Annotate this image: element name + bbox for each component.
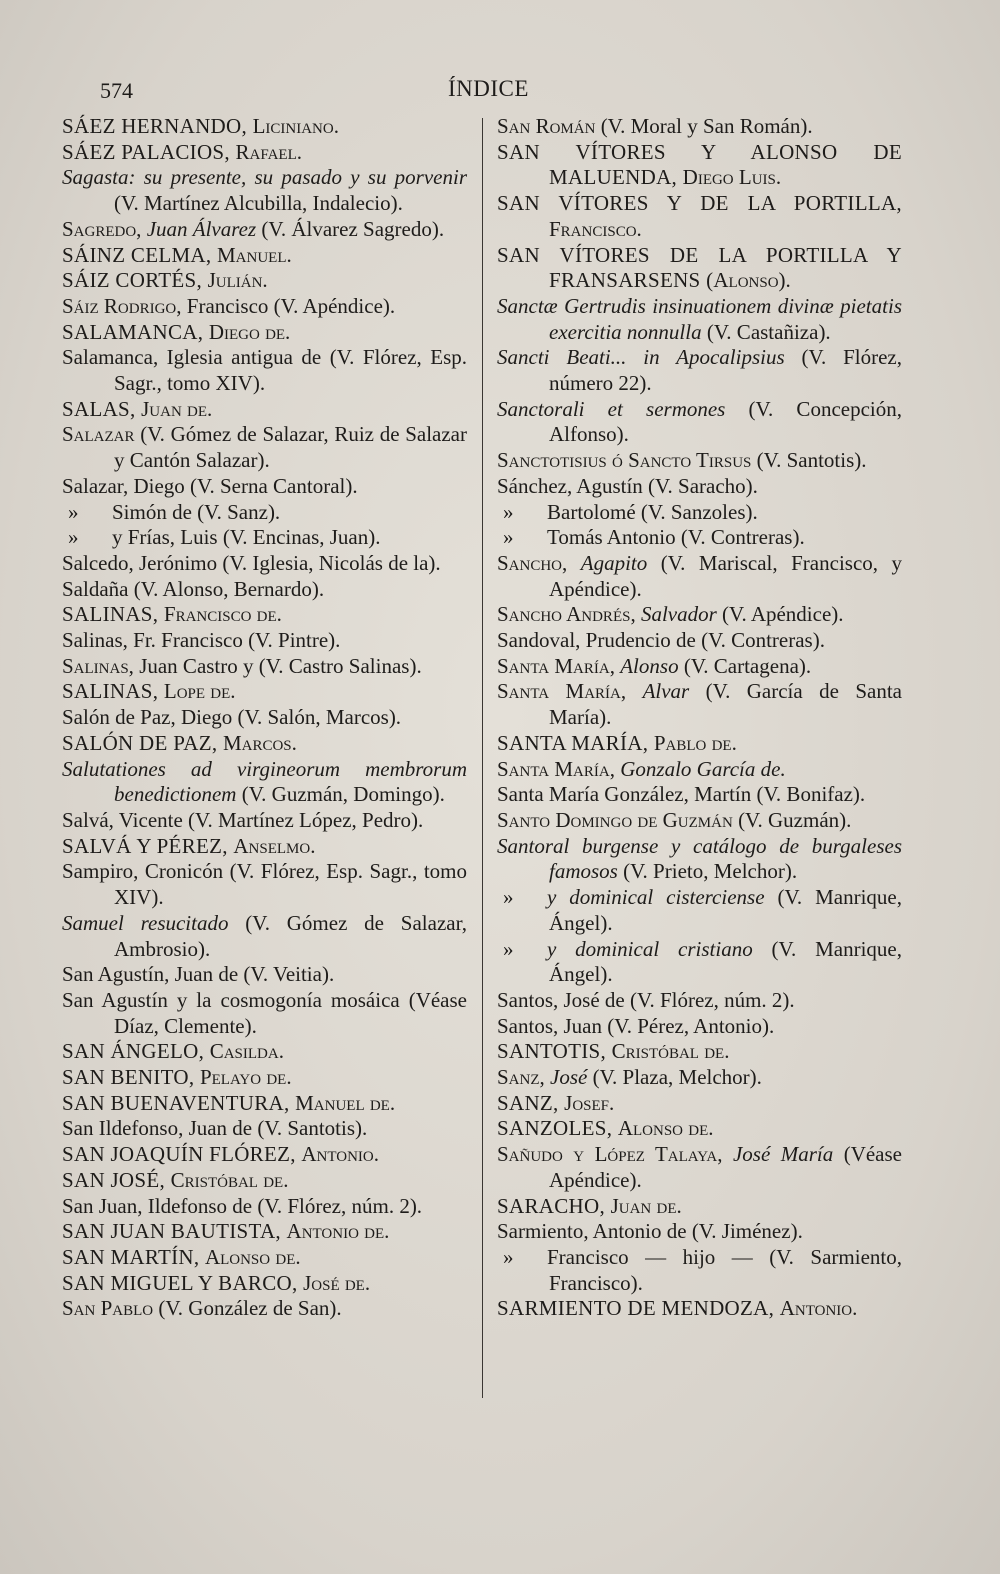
entry-text: (V. Manrique, Ángel). [549, 885, 902, 935]
entry-text: José María [732, 1142, 834, 1167]
index-entry [62, 654, 467, 680]
entry-text: SAN VÍTORES Y DE LA PORTILLA, [497, 191, 902, 216]
entry-text: SAN VÍTORES DE LA PORTILLA Y FRANSARSENS ( [497, 242, 902, 293]
index-entry [62, 731, 467, 757]
index-entry [62, 140, 467, 166]
entry-text: Santa María, [497, 653, 621, 678]
index-entry [62, 679, 467, 705]
index-entry [62, 705, 467, 731]
entry-text: SÁIZ CORTÉS, [62, 268, 208, 293]
entry-text: Gonzalo García de. [620, 756, 786, 781]
entry-text: Sagredo, [62, 216, 147, 241]
index-entry [497, 397, 902, 448]
entry-text: San Agustín, Juan de (V. Veitia). [62, 962, 335, 987]
ditto-mark: » [503, 499, 514, 524]
entry-text: Pelayo de. [199, 1065, 292, 1090]
entry-text: Sampiro, Cronicón (V. Flórez, Esp. Sagr., tomo XIV). [62, 859, 467, 910]
entry-text: Salcedo, Jerónimo (V. Iglesia, Nicolás de la). [62, 550, 441, 575]
entry-text: SÁINZ CELMA, [62, 242, 217, 267]
index-entry [497, 628, 902, 654]
entry-text: y dominical cristiano [547, 936, 753, 961]
entry-text: Bartolomé (V. Sanzoles). [547, 499, 758, 524]
index-entry [497, 885, 902, 936]
entry-text: Salazar, Diego (V. Serna Cantoral). [62, 473, 358, 498]
entry-text: (V. González de San). [153, 1296, 342, 1321]
entry-text: SALINAS, [62, 679, 164, 704]
index-entry [62, 268, 467, 294]
entry-text: Juan de. [610, 1193, 682, 1218]
entry-text: Sancti Beati... in Apocalipsius [497, 345, 785, 370]
index-entry [497, 834, 902, 885]
index-entry [62, 962, 467, 988]
ditto-mark: » [503, 885, 514, 910]
index-entry [62, 1296, 467, 1322]
entry-text: SAN MARTÍN, [62, 1244, 205, 1269]
entry-text: Santa María, [497, 679, 643, 704]
entry-text: Antonio de. [286, 1219, 390, 1244]
entry-text: (V. Martínez Alcubilla, Indalecio). [114, 191, 403, 216]
entry-text: Tomás Antonio (V. Contreras). [547, 525, 805, 550]
entry-text: Anselmo. [233, 833, 316, 858]
entry-text: Salinas, Fr. Francisco (V. Pintre). [62, 628, 341, 653]
index-entry [62, 294, 467, 320]
index-entry [497, 937, 902, 988]
entry-text: SAN BENITO, [62, 1065, 200, 1090]
index-entry [497, 1065, 902, 1091]
index-entry [497, 345, 902, 396]
index-entry [62, 911, 467, 962]
entry-text: San Juan, Ildefonso de (V. Flórez, núm. 2). [62, 1193, 423, 1218]
entry-text: Manuel de. [295, 1090, 396, 1115]
entry-text: SARACHO, [497, 1193, 611, 1218]
index-entry [497, 500, 902, 526]
entry-text: Julián. [207, 268, 268, 293]
entry-text: SANTA MARÍA, [497, 730, 654, 755]
index-entry [62, 525, 467, 551]
entry-text: San Agustín y la cosmogonía mosáica (Véase Díaz, Clemente). [62, 987, 467, 1038]
entry-text: Francisco (V. Apéndice). [186, 293, 396, 318]
entry-text: Marcos. [222, 730, 297, 755]
entry-text: Sancho Andrés, [497, 602, 641, 627]
entry-text: (V. Concepción, Alfonso). [549, 396, 902, 447]
entry-text: Salinas, [62, 653, 140, 678]
index-entry [497, 1194, 902, 1220]
index-entry [62, 1168, 467, 1194]
index-entry [497, 448, 902, 474]
entry-text: Simón de (V. Sanz). [112, 499, 281, 524]
entry-text: (V. Gómez de Salazar, Ambrosio). [114, 910, 467, 961]
index-entry [62, 577, 467, 603]
entry-text: SAN VÍTORES Y ALONSO DE MALUENDA, [497, 139, 902, 190]
entry-text: ). [778, 268, 791, 293]
index-entry [62, 551, 467, 577]
index-entry [62, 1219, 467, 1245]
index-entry [497, 1296, 902, 1322]
ditto-mark: » [68, 499, 79, 524]
entry-text: Sarmiento, Antonio de (V. Jiménez). [497, 1219, 803, 1244]
entry-text: (V. Flórez, número 22). [549, 345, 902, 396]
entry-text: Agapito [580, 550, 648, 575]
entry-text: Salón de Paz, Diego (V. Salón, Marcos). [62, 705, 402, 730]
entry-text: San Pablo [62, 1296, 154, 1321]
index-entry [62, 397, 467, 423]
index-entry [62, 834, 467, 860]
entry-text: y Frías, Luis (V. Encinas, Juan). [112, 525, 381, 550]
entry-text: Diego de. [208, 319, 291, 344]
entry-text: Josef. [564, 1090, 615, 1115]
index-entry [62, 988, 467, 1039]
entry-text: Sáiz Rodrigo, [62, 293, 187, 318]
index-entry [62, 1142, 467, 1168]
entry-text: (V. Gómez de Salazar, Ruiz de Salazar y Cantón Salazar). [114, 422, 467, 473]
index-entry [497, 191, 902, 242]
entry-text: (V. Castañiza). [701, 319, 831, 344]
entry-text: Salutationes ad virgineorum membrorum benedictionem [62, 756, 467, 807]
entry-text: Salamanca, Iglesia antigua de (V. Flórez, Esp. Sagr., tomo XIV). [62, 345, 467, 396]
index-entry [62, 1039, 467, 1065]
index-entry [62, 1065, 467, 1091]
index-entry [62, 1271, 467, 1297]
entry-text: SANTOTIS, [497, 1039, 612, 1064]
entry-text: Sanctotisius ó Sancto Tirsus [497, 448, 752, 473]
index-entry [497, 1219, 902, 1245]
entry-text: Santoral burgense y catálogo de burgaleses famosos [497, 833, 902, 884]
entry-text: Pablo de. [653, 730, 737, 755]
entry-text: José de. [303, 1270, 371, 1295]
index-entry [62, 320, 467, 346]
entry-text: Salvá, Vicente (V. Martínez López, Pedro). [62, 807, 424, 832]
entry-text: Alonso [620, 653, 679, 678]
entry-text: Alonso de. [204, 1244, 301, 1269]
column-divider [482, 118, 483, 1398]
index-entry [62, 628, 467, 654]
entry-text: Lope de. [163, 679, 236, 704]
entry-text: SALVÁ Y PÉREZ, [62, 833, 234, 858]
entry-text: Salvador [640, 602, 717, 627]
entry-text: (V. Prieto, Melchor). [617, 859, 798, 884]
index-entry [62, 1194, 467, 1220]
entry-text: SALÓN DE PAZ, [62, 730, 223, 755]
entry-text: Sancho, [497, 550, 581, 575]
entry-text: Rafael. [235, 139, 302, 164]
index-entry [497, 243, 902, 294]
entry-text: Diego Luis. [682, 165, 782, 190]
entry-text: Samuel resucitado [62, 910, 229, 935]
index-entry [62, 602, 467, 628]
entry-text: SANZ, [497, 1090, 565, 1115]
index-entry [62, 1091, 467, 1117]
entry-text: Francisco de. [163, 602, 282, 627]
index-entry [62, 474, 467, 500]
index-entry [62, 243, 467, 269]
entry-text: (V. García de Santa María). [549, 679, 902, 730]
entry-text: Santa María González, Martín (V. Bonifaz). [497, 782, 866, 807]
entry-text: SAN MIGUEL Y BARCO, [62, 1270, 304, 1295]
entry-text: SAN JOAQUÍN FLÓREZ, [62, 1142, 302, 1167]
ditto-mark: » [503, 1244, 514, 1269]
index-entry [497, 1142, 902, 1193]
entry-text: Santos, Juan (V. Pérez, Antonio). [497, 1013, 775, 1038]
entry-text: Sanz, [497, 1065, 551, 1090]
index-entry [497, 294, 902, 345]
entry-text: (V. Cartagena). [678, 653, 812, 678]
entry-text: Sanctæ Gertrudis insinuationem divinæ pietatis exercitia nonnulla [497, 293, 902, 344]
index-entry [497, 525, 902, 551]
index-entry [497, 474, 902, 500]
entry-text: SAN ÁNGELO, [62, 1039, 210, 1064]
entry-text: SALAMANCA, [62, 319, 209, 344]
index-entry [497, 1245, 902, 1296]
page-number: 574 [100, 78, 133, 103]
entry-text: Salazar [62, 422, 135, 447]
entry-text: Santa María, [497, 756, 621, 781]
index-column-right [497, 114, 902, 1322]
index-entry [62, 1245, 467, 1271]
index-entry [497, 679, 902, 730]
entry-text: (V. Moral y San Román). [595, 114, 813, 138]
page-header [100, 70, 920, 110]
entry-text: (V. Plaza, Melchor). [587, 1065, 762, 1090]
entry-text: José [550, 1065, 588, 1090]
entry-text: Francisco. [549, 216, 642, 241]
entry-text: Alonso [713, 268, 779, 293]
entry-text: SALAS, [62, 396, 142, 421]
entry-text: Liciniano. [252, 114, 339, 138]
entry-text: (V. Álvarez Sagredo). [256, 216, 445, 241]
index-entry [62, 859, 467, 910]
entry-text: (V. Mariscal, Francisco, y Apéndice). [549, 550, 902, 601]
index-entry [62, 1116, 467, 1142]
index-entry [497, 988, 902, 1014]
index-entry [497, 602, 902, 628]
entry-text: SAN BUENAVENTURA, [62, 1090, 296, 1115]
entry-text: Sánchez, Agustín (V. Saracho). [497, 473, 758, 498]
entry-text: San Román [497, 114, 596, 138]
ditto-mark: » [503, 525, 514, 550]
entry-text: Cristóbal de. [611, 1039, 730, 1064]
index-entry [497, 551, 902, 602]
entry-text: Antonio. [301, 1142, 379, 1167]
entry-text: y dominical cisterciense [547, 885, 765, 910]
entry-text: SAN JOSÉ, [62, 1167, 171, 1192]
entry-text: Manuel. [216, 242, 292, 267]
entry-text: Santo Domingo de Guzmán [497, 807, 733, 832]
entry-text: (V. Santotis). [751, 448, 867, 473]
index-entry [62, 114, 467, 140]
index-entry [497, 782, 902, 808]
running-title: ÍNDICE [448, 76, 529, 101]
entry-text: Sandoval, Prudencio de (V. Contreras). [497, 628, 825, 653]
entry-text: SÁEZ PALACIOS, [62, 139, 236, 164]
entry-text: SALINAS, [62, 602, 164, 627]
entry-text: Sanctorali et sermones [497, 396, 726, 421]
index-entry [62, 422, 467, 473]
index-entry [62, 500, 467, 526]
entry-text: (Véase Apéndice). [549, 1142, 902, 1192]
entry-text: Santos, José de (V. Flórez, núm. 2). [497, 987, 795, 1012]
entry-text: Cristóbal de. [170, 1167, 289, 1192]
index-entry [497, 114, 902, 140]
entry-text: Alonso de. [617, 1116, 714, 1141]
index-column-left [62, 114, 467, 1322]
entry-text: (V. Manrique, Ángel). [549, 936, 903, 987]
index-entry [62, 808, 467, 834]
index-entry [497, 140, 902, 191]
entry-text: Juan Castro y (V. Castro Salinas). [139, 653, 422, 678]
index-entry [62, 757, 467, 808]
entry-text: SÁEZ HERNANDO, [62, 114, 253, 138]
index-entry [62, 217, 467, 243]
entry-text: (V. Guzmán). [732, 807, 852, 832]
entry-text: Juan Álvarez [146, 216, 257, 241]
index-entry [497, 654, 902, 680]
entry-text: Alvar [642, 679, 690, 704]
entry-text: SAN JUAN BAUTISTA, [62, 1219, 287, 1244]
index-entry [497, 808, 902, 834]
entry-text: (V. Guzmán, Domingo). [236, 782, 445, 807]
index-entry [497, 1091, 902, 1117]
entry-text: Francisco — hijo — (V. Sarmiento, Francisco). [547, 1244, 902, 1295]
index-entry [62, 345, 467, 396]
entry-text: Juan de. [141, 396, 213, 421]
entry-text: Saldaña (V. Alonso, Bernardo). [62, 576, 325, 601]
entry-text: Sañudo y López Talaya, [497, 1142, 733, 1167]
entry-text: Casilda. [209, 1039, 284, 1064]
index-entry [62, 165, 467, 216]
entry-text: Sagasta: su presente, su pasado y su porvenir [62, 165, 467, 190]
index-entry [497, 1014, 902, 1040]
entry-text: San Ildefonso, Juan de (V. Santotis). [62, 1116, 368, 1141]
ditto-mark: » [68, 525, 79, 550]
entry-text: Antonio. [779, 1296, 858, 1321]
index-entry [497, 1039, 902, 1065]
ditto-mark: » [503, 936, 514, 961]
index-entry [497, 731, 902, 757]
entry-text: SARMIENTO DE MENDOZA, [497, 1296, 780, 1321]
entry-text: (V. Apéndice). [716, 602, 844, 627]
entry-text: SANZOLES, [497, 1116, 618, 1141]
index-entry [497, 1116, 902, 1142]
index-entry [497, 757, 902, 783]
